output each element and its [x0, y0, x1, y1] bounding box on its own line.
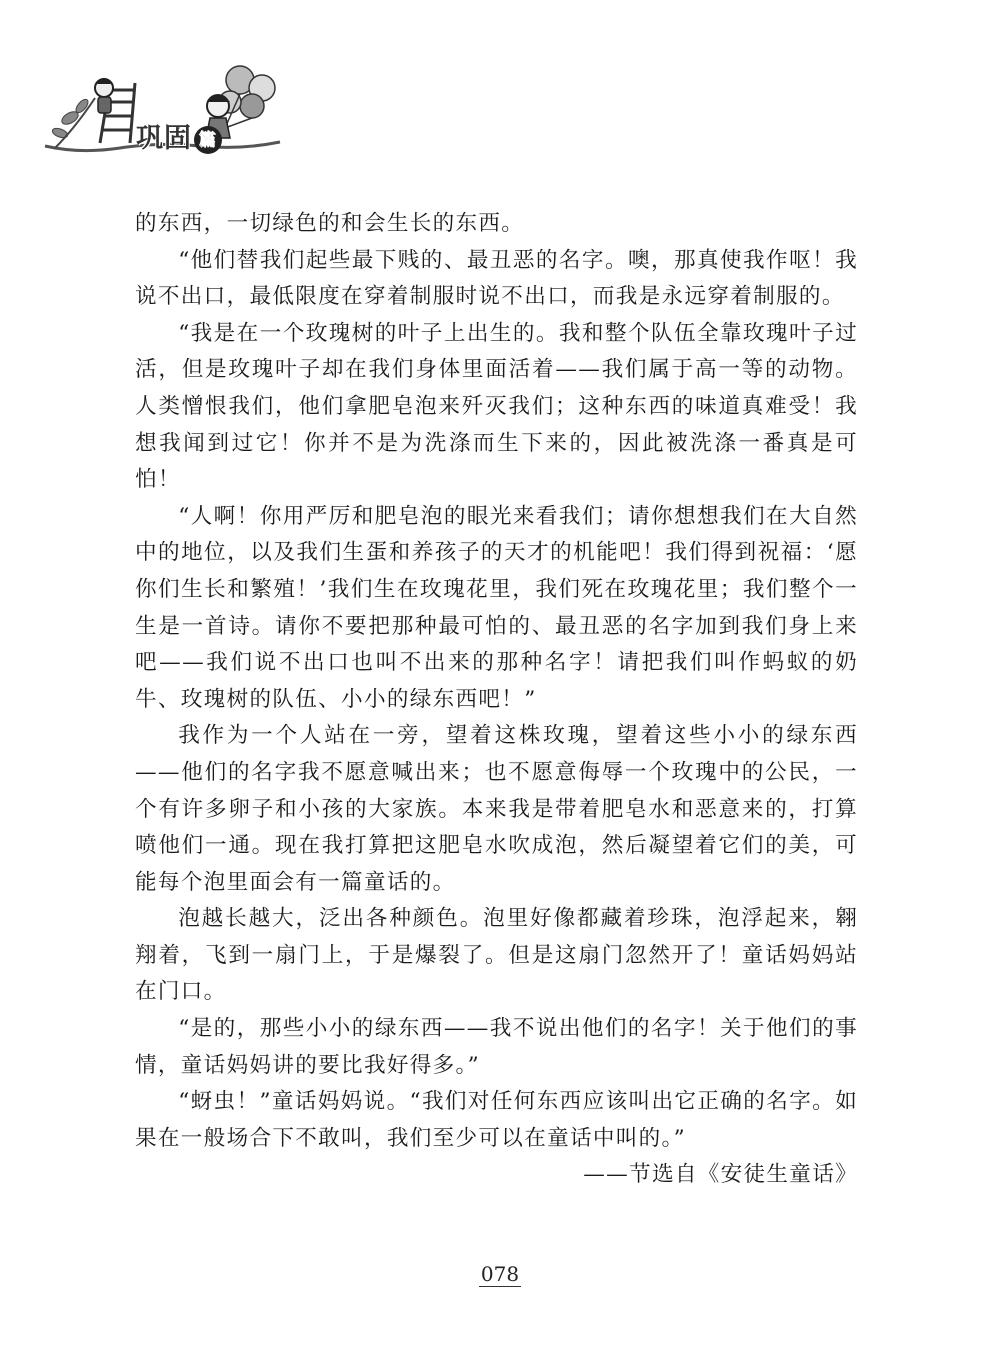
leaf-branch-icon: [51, 97, 95, 148]
paragraph: “蚜虫！”童话妈妈说。“我们对任何东西应该叫出它正确的名字。如果在一般场合下不敢叫，我们至少可以在童话中叫的。”: [135, 1089, 858, 1151]
balloons-icon: [219, 66, 275, 128]
page-number: [0, 1262, 1000, 1286]
page-number-text: 078: [480, 1262, 520, 1286]
paragraph: “他们替我们起些最下贱的、最丑恶的名字。噢，那真使我作呕！我说不出口，最低限度在穿着制服时说不出口，而我是永远穿着制服的。: [135, 247, 858, 310]
paragraph: “是的，那些小小的绿东西——我不说出他们的名字！关于他们的事情，童话妈妈讲的要比我好得多。”: [135, 1016, 858, 1078]
paragraph-continuation: 的东西，一切绿色的和会生长的东西。: [135, 211, 525, 236]
section-title-text: 巩固: [136, 123, 192, 154]
paragraph: 我作为一个人站在一旁，望着这株玫瑰，望着这些小小的绿东西——他们的名字我不愿意喊出来；也不愿意侮辱一个玫瑰中的公民，一个有许多卵子和小孩的大家族。本来我是带着肥皂水和恶意来的，打算喷他们一通。现在我打算把这肥皂水吹成泡，然后凝望着它们的美，可能每个泡里面会有一篇童话的。: [135, 723, 858, 895]
article-body: [135, 206, 858, 1194]
paragraph: 泡越长越大，泛出各种颜色。泡里好像都藏着珍珠，泡浮起来，翱翔着，飞到一扇门上，于是爆裂了。但是这扇门忽然开了！童话妈妈站在门口。: [135, 906, 858, 1005]
section-title: [136, 116, 222, 155]
page-header: [40, 58, 300, 168]
paragraph: “人啊！你用严厉和肥皂泡的眼光来看我们；请你想想我们在大自然中的地位，以及我们生蛋和养孩子的天才的机能吧！我们得到祝福：‘愿你们生长和繁殖！’我们生在玫瑰花里，我们死在玫瑰花里；我们整个一生是一首诗。请你不要把那种最可怕的、最丑恶的名字加到我们身上来吧——我们说不出口也叫不出来的那种名字！请把我们叫作蚂蚁的奶牛、玫瑰树的队伍、小小的绿东西吧！”: [135, 503, 858, 712]
child-climbing-icon: [95, 78, 113, 113]
paragraph: “我是在一个玫瑰树的叶子上出生的。我和整个队伍全靠玫瑰叶子过活，但是玫瑰叶子却在我们身体里面活着——我们属于高一等的动物。人类憎恨我们，他们拿肥皂泡来歼灭我们；这种东西的味道真难受！我想我闻到过它！你并不是为洗涤而生下来的，因此被洗涤一番真是可怕！: [135, 320, 858, 493]
source-citation: ——节选自《安徒生童话》: [583, 1162, 858, 1188]
section-badge: 篇: [194, 126, 222, 154]
